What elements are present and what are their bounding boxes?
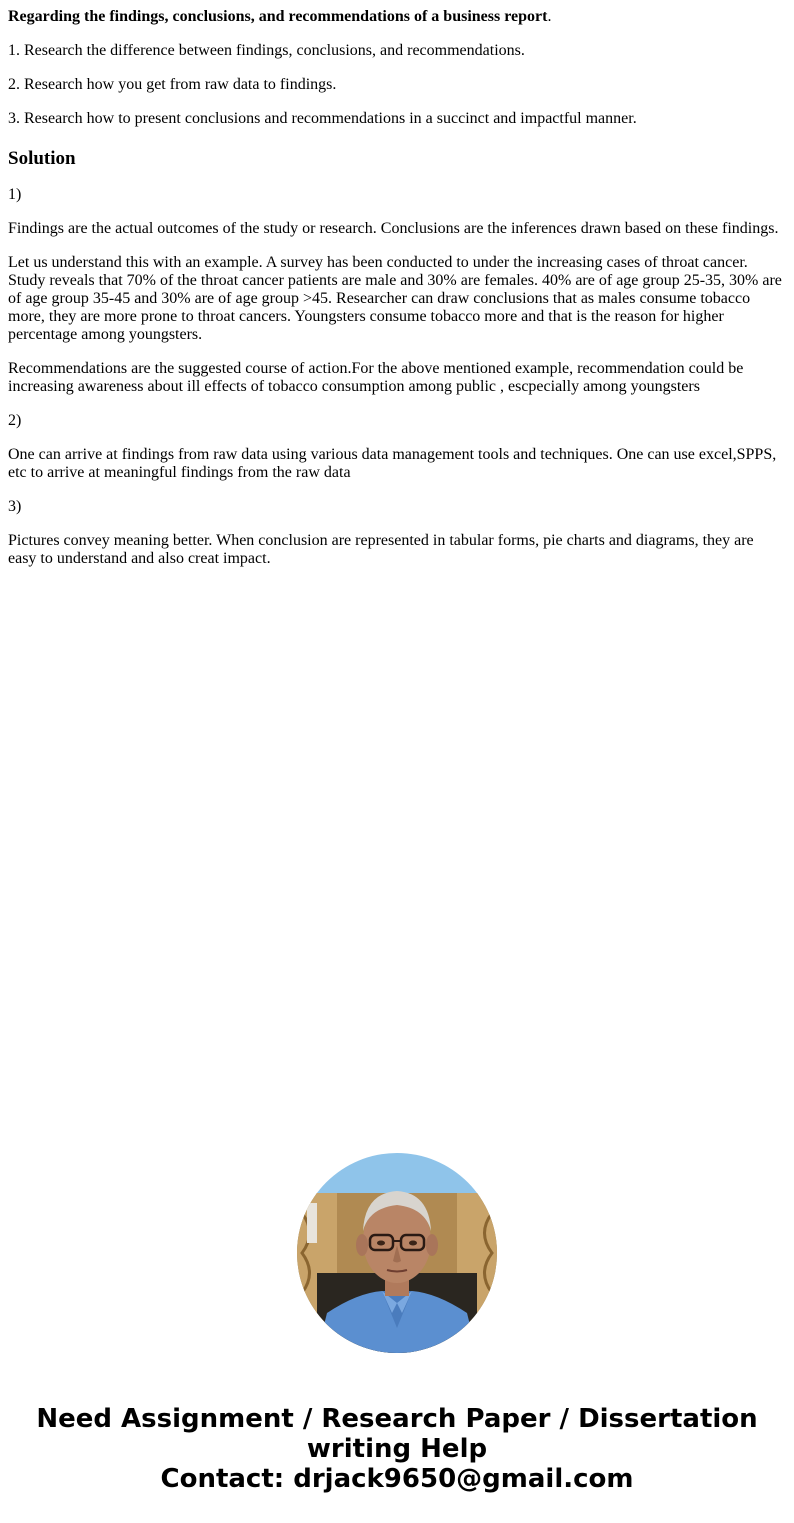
question-item-2: 2. Research how you get from raw data to findings. — [8, 76, 337, 93]
promo-line-1: Need Assignment / Research Paper / Dissertation — [36, 1404, 758, 1434]
question-item-3: 3. Research how to present conclusions and recommendations in a succinct and impactful manner. — [8, 110, 637, 127]
document-body — [8, 8, 786, 584]
solution-part1-paragraph-3: Recommendations are the suggested course of action.For the above mentioned example, recommendation could be increasing awareness about ill effects of tobacco consumption among public , escpecially among youngsters — [8, 360, 744, 395]
author-avatar — [297, 1153, 497, 1353]
question-item-1: 1. Research the difference between findings, conclusions, and recommendations. — [8, 42, 525, 59]
solution-part1-label: 1) — [8, 186, 22, 203]
question-title — [8, 8, 786, 26]
promo-banner — [0, 1404, 794, 1494]
solution-part3-paragraph-1: Pictures convey meaning better. When conclusion are represented in tabular forms, pie charts and diagrams, they are easy to understand and also creat impact. — [8, 532, 754, 567]
solution-part3-label: 3) — [8, 498, 22, 515]
solution-part1-paragraph-1: Findings are the actual outcomes of the study or research. Conclusions are the inferences drawn based on these findings. — [8, 220, 779, 237]
solution-part1-paragraph-2: Let us understand this with an example. A survey has been conducted to under the increasing cases of throat cancer. Study reveals that 70% of the throat cancer patients are male and 30% are females. 40% are of age group 25-35, 30% are of age group 35-45 and 30% are of age group >45. Researcher can draw conclusions that as males consume tobacco more, they are more prone to throat cancers. Youngsters consume tobacco more and that is the reason for higher percentage among youngsters. — [8, 254, 782, 343]
solution-part2-paragraph-1: One can arrive at findings from raw data using various data management tools and techniques. One can use excel,SPPS, etc to arrive at meaningful findings from the raw data — [8, 446, 777, 481]
question-title-tail: . — [547, 8, 552, 25]
question-title-bold: Regarding the findings, conclusions, and recommendations of a business report — [8, 8, 548, 25]
solution-heading: Solution — [8, 148, 76, 169]
solution-part2-label: 2) — [8, 412, 22, 429]
promo-line-2: writing Help — [306, 1434, 488, 1464]
promo-contact-line: Contact: drjack9650@gmail.com — [160, 1464, 634, 1494]
author-portrait-image — [297, 1153, 497, 1353]
